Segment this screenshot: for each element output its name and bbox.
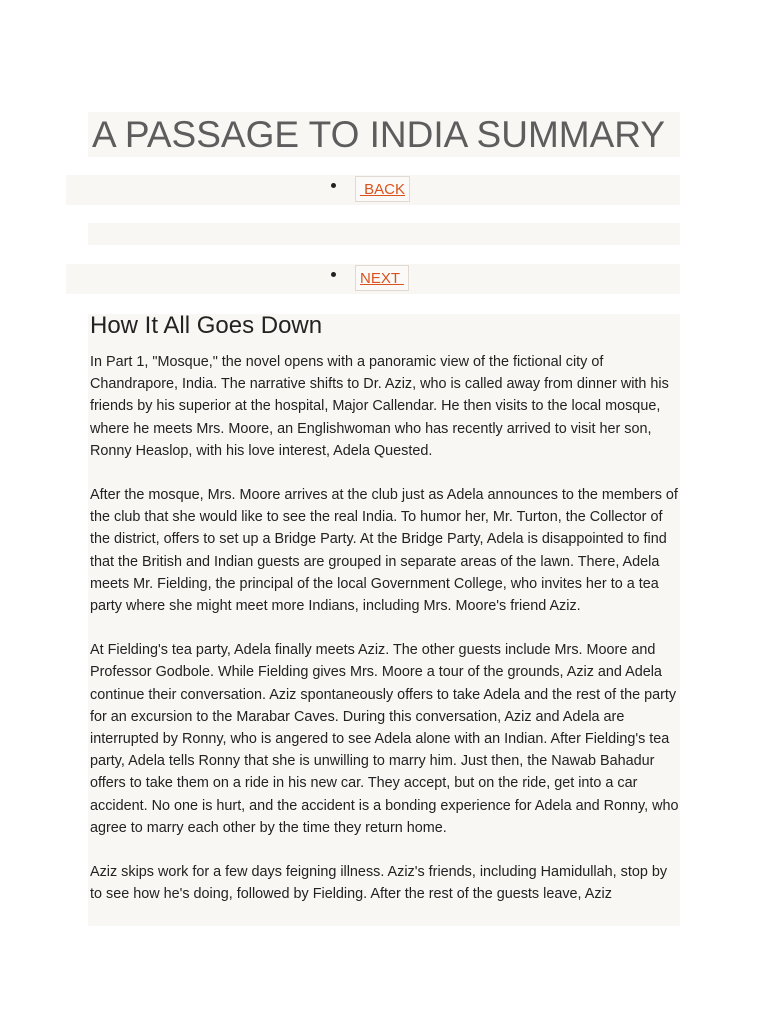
summary-content (88, 314, 680, 926)
nav-spacer (88, 223, 680, 245)
section-heading: How It All Goes Down (90, 314, 323, 339)
next-nav-row (66, 264, 680, 294)
title-box (88, 112, 680, 157)
back-link[interactable]: BACK (355, 176, 410, 202)
back-nav-row (66, 175, 680, 205)
summary-paragraph: In Part 1, "Mosque," the novel opens with a panoramic view of the fictional city of Chandrapore, India. The narrative shifts to Dr. Aziz, who is called away from dinner with his friends by his superior at the hospital, Major Callendar. He then visits to the local mosque, where he meets Mrs. Moore, an Englishwoman who has recently arrived to visit her son, Ronny Heaslop, with his love interest, Adela Quested. (90, 354, 669, 459)
next-link[interactable]: NEXT (355, 265, 409, 291)
summary-paragraph: At Fielding's tea party, Adela finally meets Aziz. The other guests include Mrs. Moore and Professor Godbole. While Fielding gives Mrs. Moore a tour of the grounds, Aziz and Adela continue their conversation. Aziz spontaneously offers to take Adela and the rest of the party for an excursion to the Marabar Caves. During this conversation, Aziz and Adela are interrupted by Ronny, who is angered to see Adela alone with an Indian. After Fielding's tea party, Adela tells Ronny that she is unwilling to marry him. Just then, the Nawab Bahadur offers to take them on a ride in his new car. They accept, but on the ride, get into a car accident. No one is hurt, and the accident is a bonding experience for Adela and Ronny, who agree to marry each other by the time they return home. (90, 642, 679, 836)
summary-paragraph: Aziz skips work for a few days feigning illness. Aziz's friends, including Hamidullah, stop by to see how he's doing, followed by Fielding. After the rest of the guests leave, Aziz (90, 864, 668, 903)
bullet-icon (331, 272, 336, 277)
bullet-icon (331, 183, 336, 188)
page-title: A PASSAGE TO INDIA SUMMARY (92, 114, 665, 155)
summary-paragraph: After the mosque, Mrs. Moore arrives at the club just as Adela announces to the members of the club that she would like to see the real India. To humor her, Mr. Turton, the Collector of the district, offers to set up a Bridge Party. At the Bridge Party, Adela is disappointed to find that the British and Indian guests are grouped in separate areas of the lawn. There, Adela meets Mr. Fielding, the principal of the local Government College, who invites her to a tea party where she might meet more Indians, including Mrs. Moore's friend Aziz. (90, 487, 678, 615)
summary-body (90, 351, 680, 926)
